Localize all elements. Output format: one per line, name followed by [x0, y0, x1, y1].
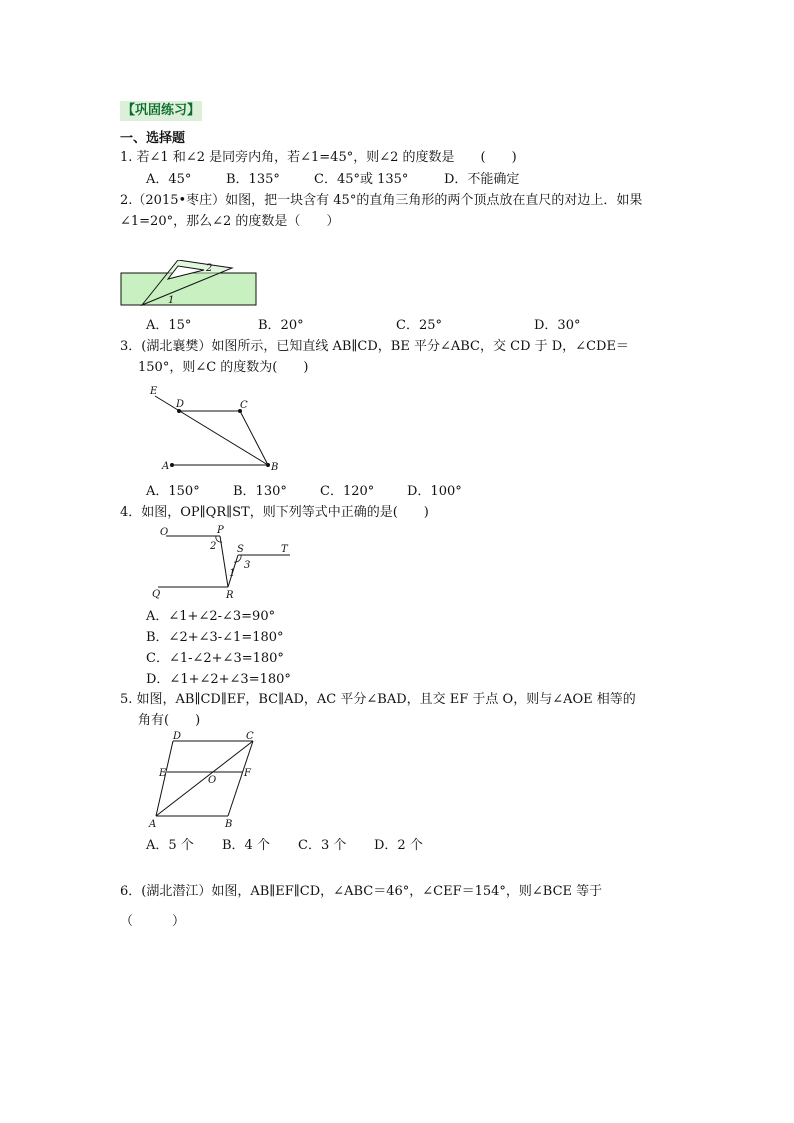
- point-label-t: T: [281, 544, 288, 555]
- q3-figure: [140, 382, 290, 474]
- point-label-s: S: [237, 544, 244, 555]
- point-label-p: P: [217, 525, 224, 536]
- point-label-o: O: [160, 527, 169, 538]
- point-label-f: F: [244, 768, 251, 779]
- q4-stem: 4．如图，OP∥QR∥ST，则下列等式中正确的是( ): [120, 505, 429, 520]
- q4-option-b: B．∠2+∠3-∠1=180°: [146, 630, 284, 645]
- angle-label-1: 1: [229, 568, 236, 579]
- q3-option-a: A．150°: [146, 484, 200, 499]
- q3-stem-line2: 150°，则∠C 的度数为( ): [138, 360, 309, 375]
- section-title: 【巩固练习】: [120, 101, 202, 121]
- point-label-d: D: [176, 399, 185, 410]
- q2-stem-line2: ∠1=20°，那么∠2 的度数是（ ）: [120, 214, 340, 229]
- section-heading: 一、选择题: [120, 131, 186, 146]
- q5-option-c: C．3 个: [298, 838, 347, 853]
- point-label-c: C: [246, 731, 254, 742]
- q1-option-c: C．45°或 135°: [314, 172, 409, 187]
- angle-label-1: 1: [168, 295, 175, 306]
- q4-option-d: D．∠1+∠2+∠3=180°: [146, 672, 291, 687]
- point-label-e: E: [159, 768, 167, 779]
- q6-stem-line1: 6．(湖北潜江）如图，AB∥EF∥CD，∠ABC＝46°，∠CEF＝154°，则∠BCE 等于: [120, 884, 603, 899]
- q4-figure: [150, 524, 300, 602]
- q2-figure-ruler-triangle: [118, 260, 260, 310]
- angle-label-2: 2: [206, 263, 213, 274]
- point-label-d: D: [173, 731, 182, 742]
- q1-option-a: A．45°: [146, 172, 192, 187]
- q2-option-a: A．15°: [146, 318, 192, 333]
- point-label-o: O: [208, 775, 217, 786]
- q6-stem-line2: （ ）: [120, 914, 186, 929]
- point-label-c: C: [240, 400, 248, 411]
- q5-option-d: D．2 个: [374, 838, 423, 853]
- q5-option-b: B．4 个: [222, 838, 270, 853]
- q5-stem-line2: 角有( ): [138, 713, 201, 728]
- point-label-a: A: [149, 819, 157, 830]
- q2-stem-line1: 2.（2015•枣庄）如图，把一块含有 45°的直角三角形的两个顶点放在直尺的对边上．如果: [120, 193, 643, 208]
- q1-stem: 1. 若∠1 和∠2 是同旁内角，若∠1=45°，则∠2 的度数是 ( ): [120, 150, 517, 165]
- angle-label-3: 3: [244, 560, 251, 571]
- q4-option-a: A．∠1+∠2-∠3=90°: [146, 609, 276, 624]
- angle-label-2: 2: [210, 541, 217, 552]
- q4-option-c: C．∠1-∠2+∠3=180°: [146, 651, 284, 666]
- q3-stem-line1: 3．(湖北襄樊）如图所示，已知直线 AB∥CD，BE 平分∠ABC，交 CD 于 D，∠CDE＝: [120, 339, 629, 354]
- point-label-b: B: [225, 819, 233, 830]
- q5-stem-line1: 5. 如图，AB∥CD∥EF，BC∥AD，AC 平分∠BAD，且交 EF 于点 O，则与∠AOE 相等的: [120, 692, 636, 707]
- q1-option-d: D．不能确定: [444, 172, 520, 187]
- q2-option-d: D．30°: [534, 318, 581, 333]
- q5-figure: [145, 730, 265, 830]
- q3-option-c: C．120°: [320, 484, 375, 499]
- point-label-b: B: [271, 462, 279, 473]
- point-label-q: Q: [152, 589, 161, 600]
- point-label-e: E: [150, 386, 158, 397]
- q2-option-c: C．25°: [396, 318, 442, 333]
- q5-option-a: A．5 个: [146, 838, 194, 853]
- point-label-r: R: [226, 590, 234, 601]
- q3-option-d: D．100°: [407, 484, 462, 499]
- q1-option-b: B．135°: [226, 172, 280, 187]
- q3-option-b: B．130°: [233, 484, 287, 499]
- q2-option-b: B．20°: [258, 318, 304, 333]
- point-label-a: A: [162, 461, 170, 472]
